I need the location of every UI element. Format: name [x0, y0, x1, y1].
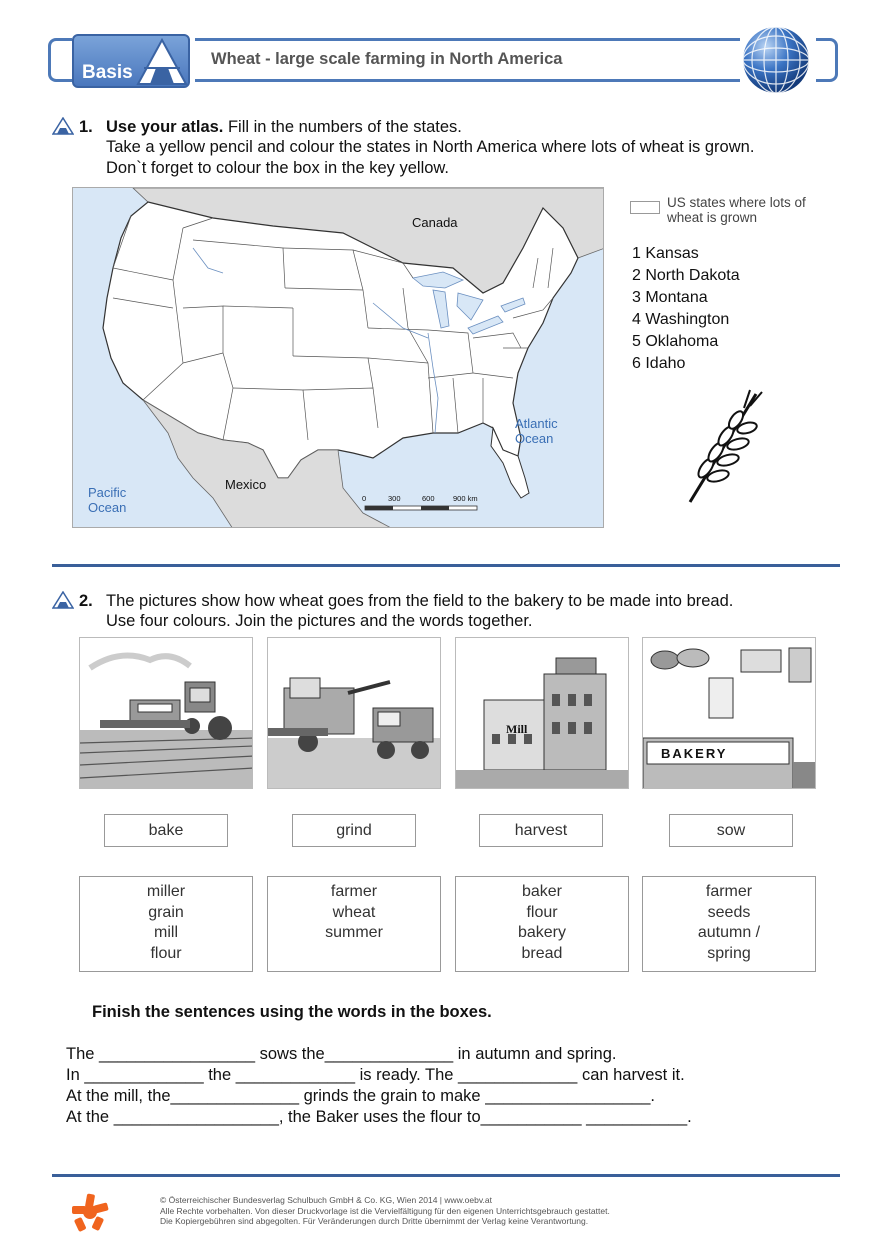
footer-text: [160, 1195, 610, 1227]
task-level-icon: [52, 591, 74, 609]
task-1-number: 1.: [79, 118, 93, 136]
header-line-bottom: [195, 79, 740, 82]
task-2-number: 2.: [79, 592, 93, 610]
task-1-line-3: Don`t forget to colour the box in the key yellow.: [106, 159, 450, 177]
finish-heading: Finish the sentences using the words in the boxes.: [92, 1003, 492, 1021]
list-item: autumn /: [697, 924, 761, 941]
page-title: Wheat - large scale farming in North America: [211, 50, 563, 68]
scale-tick-300: 300: [388, 494, 401, 503]
list-item: 4 Washington: [632, 311, 730, 328]
list-item: grain: [148, 903, 184, 921]
header-bracket-left: [48, 38, 72, 82]
list-item: 5 Oklahoma: [632, 333, 719, 350]
task-1-lead: Use your atlas.: [106, 118, 224, 136]
picture-combine-harvest: [267, 637, 441, 789]
key-text: US states where lots of wheat is grown: [667, 195, 806, 225]
list-item: flour: [526, 903, 558, 921]
wheat-icon: [684, 388, 766, 506]
sentence-3[interactable]: At the mill, the______________ grinds the grain to make __________________.: [66, 1087, 655, 1105]
key-colour-box[interactable]: [630, 201, 660, 214]
list-item: bread: [521, 944, 563, 962]
mill-sign: Mill: [506, 722, 528, 736]
picture-bakery: [642, 637, 816, 789]
bakery-sign: BAKERY: [661, 746, 728, 761]
basis-badge: [72, 34, 190, 88]
picture-tractor-sowing: [79, 637, 253, 789]
task-2-line-1: The pictures show how wheat goes from the field to the bakery to be made into bread.: [106, 592, 734, 610]
list-item: mill: [154, 924, 178, 941]
globe-icon: [740, 24, 812, 96]
level-triangle-icon: [136, 38, 188, 86]
task-1-line-1: [106, 118, 462, 137]
list-item: flour: [150, 944, 182, 962]
list-item: 2 North Dakota: [632, 267, 740, 284]
task-level-icon: [52, 117, 74, 135]
list-item: summer: [325, 924, 383, 941]
list-item: baker: [521, 883, 563, 900]
basis-badge-label: Basis: [82, 62, 133, 83]
sentence-4[interactable]: At the __________________, the Baker uses the flour to___________ ___________.: [66, 1108, 692, 1126]
list-item: 1 Kansas: [632, 245, 699, 262]
header-line-top: [195, 38, 740, 41]
word-list-box-1[interactable]: [79, 876, 253, 972]
sentence-1[interactable]: The _________________ sows the______________ in autumn and spring.: [66, 1045, 617, 1063]
task-1-line-1-rest: Fill in the numbers of the states.: [223, 118, 462, 136]
map-label-mexico: Mexico: [225, 477, 267, 492]
task-2-line-2: Use four colours. Join the pictures and the words together.: [106, 612, 533, 630]
list-item: wheat: [332, 903, 376, 921]
picture-mill: [455, 637, 629, 789]
list-item: bakery: [517, 924, 567, 941]
map-label-atlantic: Atlantic Ocean: [515, 416, 558, 446]
section-divider: [52, 564, 840, 567]
list-item: farmer: [705, 883, 753, 900]
task-1-line-2: Take a yellow pencil and colour the states in North America where lots of wheat is grown.: [106, 138, 755, 156]
word-list-box-4[interactable]: [642, 876, 816, 972]
publisher-logo-icon: [70, 1192, 110, 1232]
scale-tick-600: 600: [422, 494, 435, 503]
word-box-bake[interactable]: bake: [104, 814, 228, 847]
list-item: miller: [146, 883, 186, 900]
list-item: 6 Idaho: [632, 355, 686, 372]
scale-tick-0: 0: [362, 494, 367, 503]
north-america-map: [72, 187, 604, 528]
word-box-sow[interactable]: sow: [669, 814, 793, 847]
footer-line-2: Alle Rechte vorbehalten. Von dieser Druckvorlage ist die Vervielfältigung für den eigenen Unterrichtsgebrauch gestattet.: [160, 1205, 610, 1216]
word-list-box-3[interactable]: [455, 876, 629, 972]
footer-line-1: © Österreichischer Bundesverlag Schulbuch GmbH & Co. KG, Wien 2014 | www.oebv.at: [160, 1195, 492, 1205]
map-label-pacific: Pacific Ocean: [88, 485, 127, 515]
word-box-grind[interactable]: grind: [292, 814, 416, 847]
header-bracket-right: [816, 38, 838, 82]
map-label-canada: Canada: [412, 215, 458, 230]
sentence-2[interactable]: In _____________ the _____________ is ready. The _____________ can harvest it.: [66, 1066, 685, 1084]
map-scale-bar: [365, 506, 477, 510]
state-list: [632, 243, 740, 375]
scale-tick-900: 900 km: [453, 494, 478, 503]
map-drawing: [73, 188, 604, 528]
list-item: seeds: [707, 903, 751, 921]
list-item: farmer: [330, 883, 378, 900]
word-list-box-2[interactable]: [267, 876, 441, 972]
footer-line-3: Die Kopiergebühren sind abgegolten. Für Veränderungen durch Dritte übernimmt der Verlag keine Verantwortung.: [160, 1216, 589, 1226]
footer-divider: [52, 1174, 840, 1177]
list-item: 3 Montana: [632, 289, 708, 306]
list-item: spring: [707, 944, 751, 962]
word-box-harvest[interactable]: harvest: [479, 814, 603, 847]
